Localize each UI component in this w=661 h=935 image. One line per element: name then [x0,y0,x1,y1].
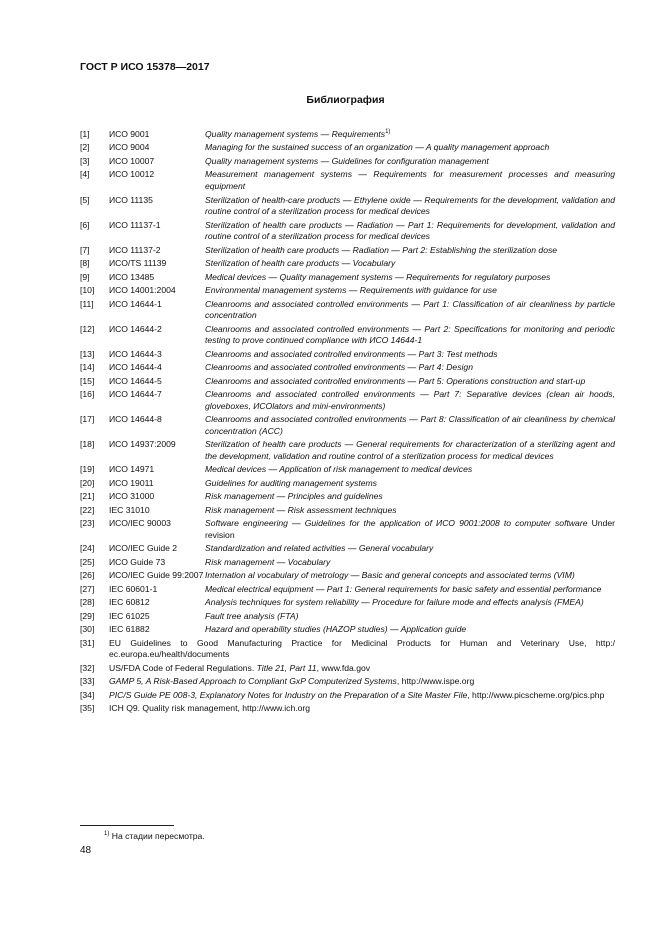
entry-standard-code: ИСО/IEC Guide 2 [109,543,178,554]
entry-standard-code: ИСО 10007 [109,155,155,166]
entry-standard-code: ИСО 14644-1 [109,298,162,309]
bibliography-entry [80,324,615,347]
entry-standard-code: ИСО 11135 [109,194,153,205]
entry-title-text: Analysis techniques for system reliability — Procedure for failure mode and effects analysis (FMEA) [205,597,584,608]
entry-number: [30] [80,624,95,635]
entry-title-text: Risk management — Vocabulary [205,556,331,567]
entry-number: [26] [80,570,95,581]
entry-title [205,129,615,141]
entry-number: [3] [80,155,90,166]
entry-title [205,439,615,462]
entry-title-text: Measurement management systems — Requirements for measurement processes and measuring equipment [205,169,615,192]
entry-title [205,245,615,257]
entry-number: [34] [80,689,95,700]
entry-title [205,285,615,297]
entry-standard-code: ИСО 14644-4 [109,362,162,373]
entry-standard-code: IEC 60601-1 [109,583,158,594]
entry-title [205,195,615,218]
entry-title-suffix: , www.fda.gov [316,662,371,673]
entry-number: [16] [80,389,95,400]
bibliography-entry [80,349,615,361]
bibliography-entry [80,389,615,412]
bibliography-entry [80,491,615,503]
bibliography-entry [80,543,615,555]
entry-standard-code: ИСО 14001:2004 [109,285,176,296]
entry-standard-code: ИСО 11137-1 [109,219,161,230]
bibliography-entry [80,624,615,636]
entry-title-italic: PIC/S Guide PE 008-3, Explanatory Notes for Industry on the Preparation of a Site Master File [109,689,468,700]
entry-title-text: Cleanrooms and associated controlled environments — Part 2: Specifications for monitoring and periodic testing to prove continued compliance with ИСО 14644-1 [205,323,615,346]
entry-title [205,414,615,437]
entry-number: [6] [80,219,90,230]
bibliography-entry [80,638,615,661]
entry-title [205,570,615,582]
footnote [104,831,205,841]
entry-number: [7] [80,244,90,255]
entry-standard-code: ИСО 31000 [109,491,155,502]
entry-standard-code: ИСО 9001 [109,129,150,139]
entry-title-text: Cleanrooms and associated controlled environments — Part 4: Design [205,362,473,373]
entry-standard-code: ИСО 14644-3 [109,348,162,359]
bibliography-title: Библиография [306,94,385,106]
bibliography-entry [80,414,615,437]
entry-title-text: Sterilization of health care products — General requirements for characterization of a sterilizing agent and the development, validation and routine control of a sterilization process for medical devices [205,439,615,461]
footnote-reference: 1) [385,129,391,136]
entry-title [109,638,615,661]
footnote-mark: 1) [104,831,110,838]
entry-title-suffix: , http://www.ispe.org [396,676,475,687]
entry-number: [31] [80,637,95,648]
entry-standard-code: ИСО/IEC 90003 [109,518,171,529]
entry-title [205,349,615,361]
entry-standard-code: IEC 61882 [109,624,150,635]
entry-title [205,491,615,503]
entry-number: [13] [80,348,95,359]
entry-standard-code: ИСО 14644-7 [109,389,162,400]
bibliography-entry [80,584,615,596]
bibliography-entry [80,299,615,322]
bibliography-entry [80,258,615,270]
entry-standard-code: ИСО 10012 [109,169,155,180]
entry-title-text: Sterilization of health care products — Vocabulary [205,258,396,269]
entry-title-text: Risk management — Risk assessment techniques [205,504,397,515]
bibliography-entry [80,464,615,476]
entry-title-text: Medical devices — Quality management systems — Requirements for regulatory purposes [205,271,551,282]
entry-title [109,676,615,688]
entry-standard-code: ИСО/IEC Guide 99:2007 [109,570,204,581]
bibliography-entry [80,142,615,154]
entry-title [205,376,615,388]
entry-standard-code: ИСО 19011 [109,477,154,488]
entry-title-text: Cleanrooms and associated controlled environments — Part 5: Operations construction and start-up [205,375,586,386]
entry-number: [8] [80,258,90,269]
entry-title [205,156,615,168]
entry-number: [28] [80,597,95,608]
entry-title [205,324,615,347]
bibliography-entry [80,597,615,609]
entry-number: [19] [80,464,95,475]
entry-number: [15] [80,375,95,386]
entry-title-italic: GAMP 5, A Risk-Based Approach to Compliant GxP Computerized Systems [109,676,397,687]
entry-title-text: ICH Q9. Quality risk management, http://www.ich.org [109,703,311,714]
entry-title [205,299,615,322]
entry-standard-code: ИСО 14644-2 [109,323,162,334]
entry-title [205,142,615,154]
bibliography-entry [80,518,615,541]
entry-title [205,557,615,569]
entry-number: [11] [80,298,94,309]
entry-standard-code: ИСО 14644-8 [109,414,162,425]
entry-number: [14] [80,362,95,373]
entry-standard-code: ИСО Guide 73 [109,556,166,567]
bibliography-entry [80,505,615,517]
entry-title-suffix: , http://www.picscheme.org/pics.php [467,689,605,700]
entry-title-text: Sterilization of health care products — Radiation — Part 1: Requirements for development, validation and routine control of a sterilization process for medical devices [205,219,615,242]
entry-title [205,505,615,517]
entry-title-text: Internation al vocabulary of metrology — Basic and general concepts and associated terms (VIM) [205,570,575,581]
entry-title [205,584,615,596]
entry-standard-code: ИСО 11137-2 [109,244,161,255]
entry-title [109,663,615,675]
bibliography-entry [80,376,615,388]
entry-number: [33] [80,676,95,687]
entry-title-text: Cleanrooms and associated controlled environments — Part 7: Separative devices (clean air hoods, gloveboxes, ИСОlators and mini-environments) [205,389,615,411]
entry-title-text: Medical devices — Application of risk management to medical devices [205,464,473,475]
entry-number: [2] [80,142,90,153]
entry-number: [5] [80,194,90,205]
entry-title [205,518,615,541]
page-number: 48 [80,845,92,856]
entry-number: [22] [80,504,95,515]
entry-title-text: Guidelines for auditing management systems [205,477,377,488]
entry-title-text: Medical electrical equipment — Part 1: General requirements for basic safety and essential performance [205,583,602,594]
bibliography-entry [80,663,615,675]
entry-title-text: Environmental management systems — Requirements with guidance for use [205,285,497,296]
bibliography-entry [80,478,615,490]
entry-title [205,258,615,270]
entry-title [205,597,615,609]
bibliography-list [80,129,615,717]
entry-number: [21] [80,491,95,502]
bibliography-entry [80,129,615,141]
bibliography-entry [80,195,615,218]
entry-title [205,478,615,490]
entry-title [109,690,615,702]
entry-number: [24] [80,543,95,554]
entry-title-text: Cleanrooms and associated controlled environments — Part 1: Classification of air cleanliness by particle concentration [205,298,615,321]
document-header: ГОСТ Р ИСО 15378—2017 [80,61,210,73]
entry-standard-code: IEC 31010 [109,504,150,515]
bibliography-entry [80,557,615,569]
entry-standard-code: ИСО 9004 [109,142,150,153]
entry-title [205,220,615,243]
entry-title-text: Cleanrooms and associated controlled environments — Part 8: Classification of air cleanliness by chemical concentration (ACC) [205,414,615,436]
entry-number: [20] [80,477,95,488]
entry-title [205,464,615,476]
entry-title [205,272,615,284]
entry-title-text: Software engineering — Guidelines for the application of ИСО 9001:2008 to computer software [205,518,588,529]
entry-number: [1] [80,129,90,139]
bibliography-entry [80,703,615,715]
entry-title-text: Quality management systems — Guidelines for configuration management [205,155,489,166]
entry-standard-code: ИСО 14937:2009 [109,439,176,450]
entry-number: [10] [80,285,95,296]
entry-number: [4] [80,169,90,180]
entry-number: [12] [80,323,95,334]
bibliography-entry [80,220,615,243]
entry-title-text: Risk management — Principles and guidelines [205,491,383,502]
entry-title [205,169,615,192]
entry-title-text: Standardization and related activities — General vocabulary [205,543,434,554]
entry-number: [25] [80,556,95,567]
entry-standard-code: ИСО/TS 11139 [109,258,167,269]
entry-title [205,389,615,412]
entry-number: [32] [80,662,95,673]
entry-standard-code: IEC 61025 [109,610,150,621]
bibliography-entry [80,690,615,702]
entry-title-text: Quality management systems — Requirements [205,129,386,139]
bibliography-entry [80,285,615,297]
entry-title [205,362,615,374]
entry-title-text: Fault tree analysis (FTA) [205,610,299,621]
entry-number: [17] [80,414,95,425]
entry-number: [35] [80,703,95,714]
footnote-divider [80,825,174,826]
entry-title [205,624,615,636]
entry-title-italic: Title 21, Part 11 [256,662,317,673]
entry-number: [9] [80,271,90,282]
entry-standard-code: ИСО 14644-5 [109,375,162,386]
bibliography-entry [80,245,615,257]
entry-title-prefix: US/FDA Code of Federal Regulations. [109,662,257,673]
entry-title-text: Cleanrooms and associated controlled environments — Part 3: Test methods [205,348,498,359]
entry-number: [27] [80,583,95,594]
entry-number: [23] [80,518,95,529]
bibliography-entry [80,439,615,462]
bibliography-entry [80,611,615,623]
bibliography-entry [80,362,615,374]
entry-number: [18] [80,439,95,450]
bibliography-entry [80,570,615,582]
entry-title [205,611,615,623]
bibliography-entry [80,156,615,168]
entry-title-text: Sterilization of health-care products — Ethylene oxide — Requirements for the development, validation and routine control of a sterilization process for medical devices [205,194,615,217]
bibliography-entry [80,169,615,192]
bibliography-entry [80,676,615,688]
entry-standard-code: ИСО 14971 [109,464,155,475]
entry-title [205,543,615,555]
entry-standard-code: IEC 60812 [109,597,150,608]
entry-title-text: Sterilization of health care products — Radiation — Part 2: Establishing the sterilization dose [205,244,558,255]
entry-note: Under revision [205,518,615,540]
entry-standard-code: ИСО 13485 [109,271,155,282]
entry-title-text: EU Guidelines to Good Manufacturing Practice for Medicinal Products for Human and Veterinary Use, http:/ ec.europa.eu/health/documents [109,637,615,660]
entry-title-text: Managing for the sustained success of an organization — A quality management approach [205,142,550,153]
bibliography-entry [80,272,615,284]
entry-number: [29] [80,610,95,621]
entry-title-text: Hazard and operability studies (HAZOP studies) — Application guide [205,624,467,635]
footnote-text: На стадии пересмотра. [111,831,205,841]
entry-title [109,703,615,715]
